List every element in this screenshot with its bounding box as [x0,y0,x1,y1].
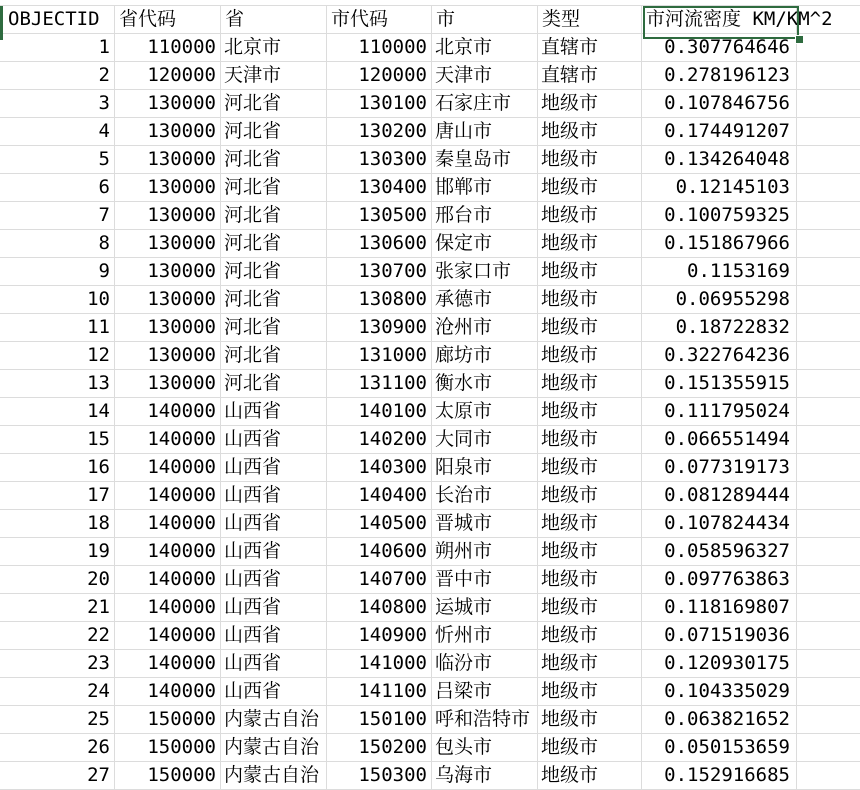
cell-city-code[interactable]: 110000 [327,34,432,61]
cell-city-code[interactable]: 130200 [327,118,432,145]
cell-type[interactable]: 地级市 [538,118,642,145]
cell-river-density[interactable]: 0.134264048 [642,146,797,173]
cell-empty[interactable] [797,62,860,89]
cell-type[interactable]: 地级市 [538,202,642,229]
cell-river-density[interactable]: 0.104335029 [642,678,797,705]
cell-city-code[interactable]: 130700 [327,258,432,285]
cell-province-code[interactable]: 130000 [115,230,221,257]
cell-empty[interactable] [797,314,860,341]
cell-city-code[interactable]: 140400 [327,482,432,509]
cell-province-code[interactable]: 130000 [115,370,221,397]
table-row [0,398,860,426]
table-row [0,90,860,118]
cell-province[interactable]: 山西省 [221,678,327,705]
cell-city-code[interactable]: 130900 [327,314,432,341]
cell-city-code[interactable]: 140300 [327,454,432,481]
cell-empty[interactable] [797,706,860,733]
cell-empty[interactable] [797,650,860,677]
cell-objectid[interactable]: 26 [0,734,115,761]
cell-river-density[interactable]: 0.151867966 [642,230,797,257]
cell-city[interactable]: 邯郸市 [432,174,538,201]
cell-objectid[interactable]: 22 [0,622,115,649]
cell-type[interactable]: 地级市 [538,706,642,733]
cell-type[interactable]: 地级市 [538,762,642,789]
cell-type[interactable]: 地级市 [538,678,642,705]
cell-province-code[interactable]: 140000 [115,622,221,649]
cell-empty[interactable] [797,230,860,257]
cell-province[interactable]: 山西省 [221,650,327,677]
cell-city[interactable]: 秦皇岛市 [432,146,538,173]
cell-river-density[interactable]: 0.322764236 [642,342,797,369]
cell-city-code[interactable]: 140900 [327,622,432,649]
table-row [0,314,860,342]
table-row [0,62,860,90]
table-row [0,678,860,706]
cell-city-code[interactable]: 130400 [327,174,432,201]
cell-type[interactable]: 地级市 [538,594,642,621]
cell-city[interactable]: 太原市 [432,398,538,425]
cell-type[interactable]: 地级市 [538,230,642,257]
cell-objectid[interactable]: 12 [0,342,115,369]
table-row [0,146,860,174]
cell-empty[interactable] [797,90,860,117]
cell-city[interactable]: 晋城市 [432,510,538,537]
cell-city[interactable]: 朔州市 [432,538,538,565]
cell-province[interactable]: 天津市 [221,62,327,89]
cell-river-density[interactable]: 0.307764646 [642,34,797,61]
cell-objectid[interactable]: 4 [0,118,115,145]
cell-city[interactable]: 包头市 [432,734,538,761]
cell-empty[interactable] [797,258,860,285]
table-row [0,734,860,762]
cell-empty[interactable] [797,202,860,229]
table-row [0,258,860,286]
table-row [0,118,860,146]
cell-city[interactable]: 忻州市 [432,622,538,649]
cell-province[interactable]: 北京市 [221,34,327,61]
cell-province-code[interactable]: 130000 [115,314,221,341]
cell-province-code[interactable]: 150000 [115,706,221,733]
cell-city[interactable]: 衡水市 [432,370,538,397]
cell-city[interactable]: 呼和浩特市 [432,706,538,733]
cell-province[interactable]: 河北省 [221,90,327,117]
cell-city[interactable]: 北京市 [432,34,538,61]
cell-province-code[interactable]: 140000 [115,650,221,677]
cell-province-code[interactable]: 130000 [115,90,221,117]
cell-river-density[interactable]: 0.097763863 [642,566,797,593]
cell-province-code[interactable]: 140000 [115,510,221,537]
cell-type[interactable]: 地级市 [538,482,642,509]
cell-province-code[interactable]: 120000 [115,62,221,89]
cell-objectid[interactable]: 14 [0,398,115,425]
cell-empty[interactable] [797,286,860,313]
cell-river-density[interactable]: 0.111795024 [642,398,797,425]
cell-type[interactable]: 地级市 [538,398,642,425]
cell-city-code[interactable]: 131000 [327,342,432,369]
cell-empty[interactable] [797,370,860,397]
cell-province[interactable]: 山西省 [221,510,327,537]
table-row [0,594,860,622]
cell-type[interactable]: 直辖市 [538,34,642,61]
cell-type[interactable]: 地级市 [538,538,642,565]
cell-city[interactable]: 保定市 [432,230,538,257]
cell-type[interactable]: 地级市 [538,370,642,397]
cell-province-code[interactable]: 130000 [115,146,221,173]
cell-objectid[interactable]: 6 [0,174,115,201]
cell-river-density[interactable]: 0.06955298 [642,286,797,313]
cell-province[interactable]: 山西省 [221,454,327,481]
cell-river-density[interactable]: 0.100759325 [642,202,797,229]
cell-empty[interactable] [797,426,860,453]
cell-city[interactable]: 乌海市 [432,762,538,789]
cell-city[interactable]: 吕梁市 [432,678,538,705]
cell-type[interactable]: 地级市 [538,426,642,453]
cell-river-density[interactable]: 0.278196123 [642,62,797,89]
cell-objectid[interactable]: 19 [0,538,115,565]
cell-city-code[interactable]: 140600 [327,538,432,565]
cell-objectid[interactable]: 1 [0,34,115,61]
cell-city-code[interactable]: 140500 [327,510,432,537]
header-cell-province-code[interactable]: 省代码 [115,6,221,33]
cell-objectid[interactable]: 13 [0,370,115,397]
cell-province[interactable]: 河北省 [221,342,327,369]
cell-objectid[interactable]: 11 [0,314,115,341]
cell-objectid[interactable]: 23 [0,650,115,677]
cell-type[interactable]: 地级市 [538,734,642,761]
cell-objectid[interactable]: 25 [0,706,115,733]
table-row [0,706,860,734]
cell-city[interactable]: 天津市 [432,62,538,89]
cell-river-density[interactable]: 0.107824434 [642,510,797,537]
header-cell-type[interactable]: 类型 [538,6,642,33]
cell-city-code[interactable]: 120000 [327,62,432,89]
cell-objectid[interactable]: 18 [0,510,115,537]
cell-city-code[interactable]: 150100 [327,706,432,733]
cell-city-code[interactable]: 130100 [327,90,432,117]
active-cell-indicator [0,6,3,40]
cell-objectid[interactable]: 21 [0,594,115,621]
cell-objectid[interactable]: 9 [0,258,115,285]
cell-province[interactable]: 山西省 [221,594,327,621]
cell-city-code[interactable]: 140700 [327,566,432,593]
cell-type[interactable]: 地级市 [538,342,642,369]
cell-province-code[interactable]: 140000 [115,594,221,621]
cell-city-code[interactable]: 140200 [327,426,432,453]
cell-river-density[interactable]: 0.1153169 [642,258,797,285]
cell-empty[interactable] [797,482,860,509]
table-body [0,34,860,790]
cell-type[interactable]: 地级市 [538,510,642,537]
cell-province[interactable]: 河北省 [221,118,327,145]
cell-city-code[interactable]: 141100 [327,678,432,705]
cell-city-code[interactable]: 150200 [327,734,432,761]
cell-province-code[interactable]: 140000 [115,678,221,705]
cell-empty[interactable] [797,34,860,61]
cell-type[interactable]: 地级市 [538,174,642,201]
cell-empty[interactable] [797,510,860,537]
cell-province-code[interactable]: 150000 [115,734,221,761]
cell-city-code[interactable]: 141000 [327,650,432,677]
cell-province[interactable]: 内蒙古自治 [221,734,327,761]
cell-objectid[interactable]: 27 [0,762,115,789]
cell-province-code[interactable]: 140000 [115,426,221,453]
cell-empty[interactable] [797,174,860,201]
cell-city[interactable]: 张家口市 [432,258,538,285]
cell-city[interactable]: 沧州市 [432,314,538,341]
table-row [0,482,860,510]
cell-type[interactable]: 地级市 [538,146,642,173]
cell-river-density[interactable]: 0.063821652 [642,706,797,733]
cell-river-density[interactable]: 0.12145103 [642,174,797,201]
cell-type[interactable]: 地级市 [538,90,642,117]
cell-objectid[interactable]: 16 [0,454,115,481]
cell-province[interactable]: 河北省 [221,174,327,201]
cell-type[interactable]: 地级市 [538,258,642,285]
header-row [0,6,860,34]
cell-city[interactable]: 阳泉市 [432,454,538,481]
cell-province[interactable]: 河北省 [221,258,327,285]
table-row [0,566,860,594]
cell-province-code[interactable]: 130000 [115,342,221,369]
cell-city-code[interactable]: 140800 [327,594,432,621]
cell-city-code[interactable]: 140100 [327,398,432,425]
cell-river-density[interactable]: 0.077319173 [642,454,797,481]
cell-province-code[interactable]: 140000 [115,538,221,565]
cell-objectid[interactable]: 8 [0,230,115,257]
cell-province[interactable]: 山西省 [221,566,327,593]
cell-province-code[interactable]: 150000 [115,762,221,789]
cell-objectid[interactable]: 2 [0,62,115,89]
cell-empty[interactable] [797,538,860,565]
cell-province-code[interactable]: 110000 [115,34,221,61]
cell-province-code[interactable]: 140000 [115,398,221,425]
cell-type[interactable]: 直辖市 [538,62,642,89]
cell-river-density[interactable]: 0.050153659 [642,734,797,761]
cell-province[interactable]: 河北省 [221,202,327,229]
header-cell-province[interactable]: 省 [221,6,327,33]
cell-province-code[interactable]: 130000 [115,174,221,201]
table-row [0,174,860,202]
cell-river-density[interactable]: 0.071519036 [642,622,797,649]
table-row [0,762,860,790]
cell-river-density[interactable]: 0.066551494 [642,426,797,453]
cell-city[interactable]: 晋中市 [432,566,538,593]
cell-empty[interactable] [797,146,860,173]
cell-province[interactable]: 山西省 [221,482,327,509]
header-cell-city[interactable]: 市 [432,6,538,33]
cell-city-code[interactable]: 130800 [327,286,432,313]
table-row [0,370,860,398]
cell-city-code[interactable]: 130300 [327,146,432,173]
cell-province[interactable]: 山西省 [221,622,327,649]
cell-city-code[interactable]: 130500 [327,202,432,229]
cell-river-density[interactable]: 0.118169807 [642,594,797,621]
cell-river-density[interactable]: 0.174491207 [642,118,797,145]
cell-empty[interactable] [797,398,860,425]
cell-province-code[interactable]: 140000 [115,454,221,481]
table-row [0,342,860,370]
cell-city[interactable]: 大同市 [432,426,538,453]
cell-city[interactable]: 承德市 [432,286,538,313]
cell-objectid[interactable]: 5 [0,146,115,173]
cell-river-density[interactable]: 0.107846756 [642,90,797,117]
cell-river-density[interactable]: 0.081289444 [642,482,797,509]
cell-empty[interactable] [797,594,860,621]
cell-province-code[interactable]: 130000 [115,202,221,229]
cell-objectid[interactable]: 10 [0,286,115,313]
cell-city[interactable]: 临汾市 [432,650,538,677]
table-row [0,34,860,62]
header-cell-city-code[interactable]: 市代码 [327,6,432,33]
cell-province[interactable]: 河北省 [221,286,327,313]
cell-province[interactable]: 河北省 [221,314,327,341]
cell-objectid[interactable]: 24 [0,678,115,705]
cell-river-density[interactable]: 0.152916685 [642,762,797,789]
cell-city[interactable]: 廊坊市 [432,342,538,369]
cell-province-code[interactable]: 130000 [115,118,221,145]
table-row [0,650,860,678]
cell-empty[interactable] [797,734,860,761]
cell-type[interactable]: 地级市 [538,286,642,313]
table-row [0,538,860,566]
cell-city-code[interactable]: 131100 [327,370,432,397]
cell-city[interactable]: 运城市 [432,594,538,621]
cell-empty[interactable] [797,342,860,369]
table-row [0,426,860,454]
cell-objectid[interactable]: 7 [0,202,115,229]
cell-city[interactable]: 石家庄市 [432,90,538,117]
cell-type[interactable]: 地级市 [538,314,642,341]
cell-river-density[interactable]: 0.18722832 [642,314,797,341]
cell-type[interactable]: 地级市 [538,454,642,481]
cell-river-density[interactable]: 0.058596327 [642,538,797,565]
cell-province-code[interactable]: 130000 [115,258,221,285]
cell-province[interactable]: 山西省 [221,426,327,453]
cell-empty[interactable] [797,454,860,481]
cell-river-density[interactable]: 0.151355915 [642,370,797,397]
cell-province[interactable]: 山西省 [221,538,327,565]
table-row [0,510,860,538]
cell-province-code[interactable]: 140000 [115,482,221,509]
table-row [0,454,860,482]
header-cell-river-density[interactable]: 市河流密度 KM/KM^2 [642,6,797,33]
cell-objectid[interactable]: 17 [0,482,115,509]
cell-objectid[interactable]: 3 [0,90,115,117]
cell-province-code[interactable]: 140000 [115,566,221,593]
header-cell-objectid[interactable]: OBJECTID [0,6,115,33]
cell-city-code[interactable]: 130600 [327,230,432,257]
table-row [0,202,860,230]
cell-empty[interactable] [797,118,860,145]
cell-city-code[interactable]: 150300 [327,762,432,789]
cell-objectid[interactable]: 20 [0,566,115,593]
fill-handle[interactable] [795,35,804,44]
cell-empty[interactable] [797,622,860,649]
cell-type[interactable]: 地级市 [538,622,642,649]
cell-province[interactable]: 山西省 [221,398,327,425]
cell-province-code[interactable]: 130000 [115,286,221,313]
cell-province[interactable]: 河北省 [221,146,327,173]
table-row [0,622,860,650]
cell-empty[interactable] [797,678,860,705]
cell-empty[interactable] [797,762,860,789]
cell-city[interactable]: 长治市 [432,482,538,509]
cell-province[interactable]: 河北省 [221,230,327,257]
cell-city[interactable]: 邢台市 [432,202,538,229]
cell-province[interactable]: 内蒙古自治 [221,706,327,733]
cell-type[interactable]: 地级市 [538,566,642,593]
cell-type[interactable]: 地级市 [538,650,642,677]
table-row [0,230,860,258]
cell-empty[interactable] [797,566,860,593]
cell-province[interactable]: 内蒙古自治 [221,762,327,789]
cell-river-density[interactable]: 0.120930175 [642,650,797,677]
table-row [0,286,860,314]
cell-province[interactable]: 河北省 [221,370,327,397]
cell-objectid[interactable]: 15 [0,426,115,453]
cell-city[interactable]: 唐山市 [432,118,538,145]
